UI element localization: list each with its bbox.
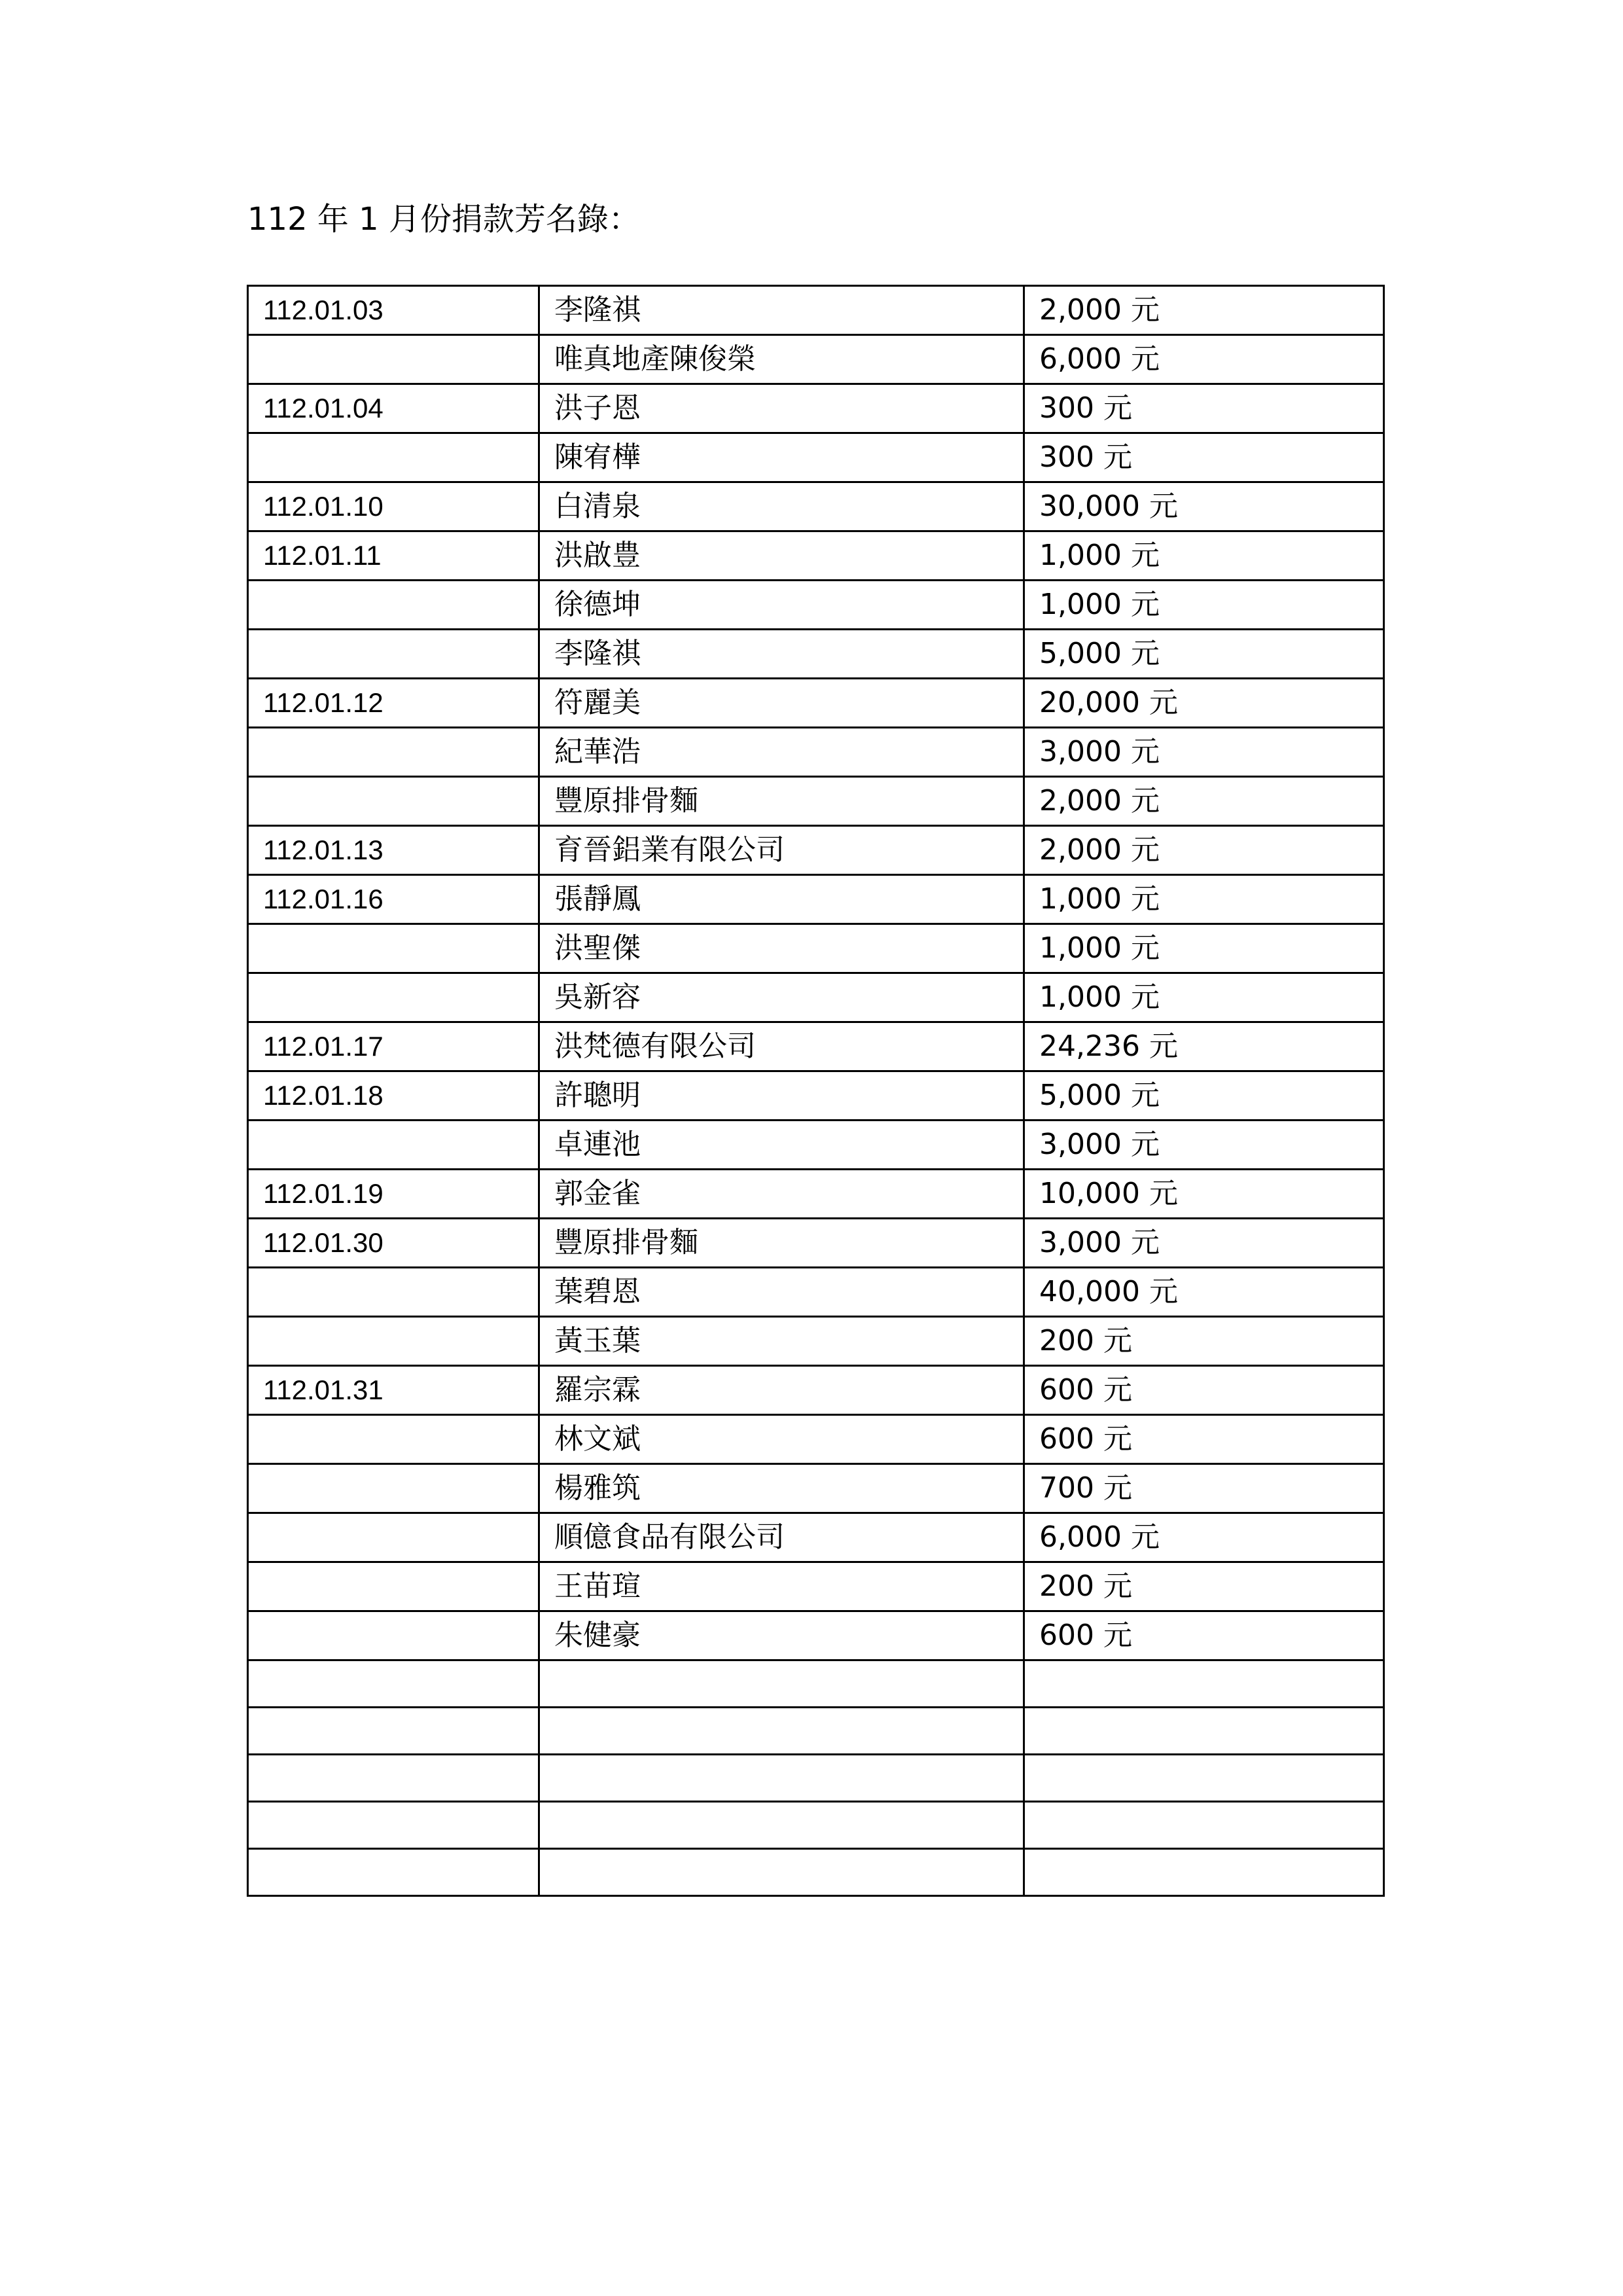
donation-date-cell: 112.01.30 [248, 1219, 539, 1268]
donation-amount-cell: 1,000 元 [1024, 875, 1384, 924]
table-row [248, 1562, 1384, 1611]
donation-date-cell: 112.01.11 [248, 531, 539, 581]
page-title: 112 年 1 月份捐款芳名錄： [247, 201, 640, 238]
table-row [248, 728, 1384, 777]
table-row [248, 630, 1384, 679]
table-row [248, 286, 1384, 335]
donation-date-cell [248, 1121, 539, 1170]
donation-amount-cell: 300 元 [1024, 384, 1384, 433]
donor-name-cell: 張靜鳳 [539, 875, 1024, 924]
donation-amount-cell [1024, 1755, 1384, 1802]
donor-name-cell: 徐德坤 [539, 581, 1024, 630]
donation-date-cell [248, 728, 539, 777]
donation-amount-cell: 5,000 元 [1024, 1071, 1384, 1121]
donor-name-cell [539, 1802, 1024, 1849]
donor-name-cell: 洪子恩 [539, 384, 1024, 433]
table-row [248, 433, 1384, 482]
donation-amount-cell [1024, 1708, 1384, 1755]
donor-name-cell: 豐原排骨麵 [539, 1219, 1024, 1268]
donor-name-cell: 郭金雀 [539, 1170, 1024, 1219]
donor-name-cell: 符麗美 [539, 679, 1024, 728]
donor-name-cell: 唯真地產陳俊榮 [539, 335, 1024, 384]
table-row [248, 1022, 1384, 1071]
table-row [248, 1317, 1384, 1366]
donor-name-cell: 朱健豪 [539, 1611, 1024, 1660]
donor-name-cell: 楊雅筑 [539, 1464, 1024, 1513]
donor-name-cell: 許聰明 [539, 1071, 1024, 1121]
table-row [248, 973, 1384, 1022]
table-row [248, 826, 1384, 875]
donation-amount-cell: 2,000 元 [1024, 777, 1384, 826]
donation-date-cell [248, 1562, 539, 1611]
donation-date-cell [248, 1849, 539, 1896]
table-row [248, 581, 1384, 630]
table-row [248, 875, 1384, 924]
donation-date-cell: 112.01.31 [248, 1366, 539, 1415]
donation-date-cell [248, 1513, 539, 1562]
table-row [248, 384, 1384, 433]
donor-name-cell [539, 1849, 1024, 1896]
donation-amount-cell [1024, 1849, 1384, 1896]
donation-date-cell [248, 973, 539, 1022]
table-row [248, 1268, 1384, 1317]
donation-date-cell [248, 1755, 539, 1802]
donation-amount-cell [1024, 1802, 1384, 1849]
donation-amount-cell: 5,000 元 [1024, 630, 1384, 679]
donation-amount-cell: 1,000 元 [1024, 581, 1384, 630]
donation-date-cell: 112.01.13 [248, 826, 539, 875]
donation-amount-cell: 200 元 [1024, 1562, 1384, 1611]
donation-date-cell: 112.01.12 [248, 679, 539, 728]
table-row [248, 1755, 1384, 1802]
donor-name-cell: 育晉鋁業有限公司 [539, 826, 1024, 875]
donation-date-cell [248, 630, 539, 679]
donor-name-cell: 洪梵德有限公司 [539, 1022, 1024, 1071]
table-row [248, 1170, 1384, 1219]
donation-amount-cell: 10,000 元 [1024, 1170, 1384, 1219]
donation-amount-cell: 300 元 [1024, 433, 1384, 482]
donation-amount-cell: 1,000 元 [1024, 531, 1384, 581]
donor-name-cell: 陳宥樺 [539, 433, 1024, 482]
donation-amount-cell: 200 元 [1024, 1317, 1384, 1366]
donor-table [247, 285, 1385, 1897]
table-row [248, 1464, 1384, 1513]
donation-amount-cell: 1,000 元 [1024, 924, 1384, 973]
donation-amount-cell: 30,000 元 [1024, 482, 1384, 531]
table-row [248, 1366, 1384, 1415]
donation-date-cell [248, 1660, 539, 1708]
donor-name-cell: 豐原排骨麵 [539, 777, 1024, 826]
donation-amount-cell: 600 元 [1024, 1366, 1384, 1415]
donation-amount-cell: 24,236 元 [1024, 1022, 1384, 1071]
donor-name-cell: 李隆祺 [539, 630, 1024, 679]
donor-name-cell: 洪聖傑 [539, 924, 1024, 973]
table-row [248, 924, 1384, 973]
donation-amount-cell: 600 元 [1024, 1415, 1384, 1464]
donor-name-cell: 吳新容 [539, 973, 1024, 1022]
table-row [248, 1708, 1384, 1755]
table-row [248, 1415, 1384, 1464]
donation-date-cell [248, 777, 539, 826]
donor-name-cell: 王苗瑄 [539, 1562, 1024, 1611]
donation-amount-cell: 3,000 元 [1024, 1121, 1384, 1170]
table-row [248, 335, 1384, 384]
donation-date-cell [248, 335, 539, 384]
donation-amount-cell: 40,000 元 [1024, 1268, 1384, 1317]
donation-date-cell [248, 1317, 539, 1366]
donation-date-cell [248, 924, 539, 973]
donor-name-cell: 林文斌 [539, 1415, 1024, 1464]
donation-amount-cell: 3,000 元 [1024, 728, 1384, 777]
table-row [248, 777, 1384, 826]
table-row [248, 531, 1384, 581]
table-row [248, 679, 1384, 728]
table-row [248, 1802, 1384, 1849]
donation-amount-cell: 20,000 元 [1024, 679, 1384, 728]
donation-date-cell [248, 433, 539, 482]
donor-name-cell: 洪啟豊 [539, 531, 1024, 581]
donation-date-cell: 112.01.03 [248, 286, 539, 335]
donation-amount-cell: 3,000 元 [1024, 1219, 1384, 1268]
table-row [248, 1611, 1384, 1660]
table-row [248, 1849, 1384, 1896]
donor-name-cell [539, 1708, 1024, 1755]
donation-amount-cell [1024, 1660, 1384, 1708]
donation-amount-cell: 2,000 元 [1024, 286, 1384, 335]
donor-name-cell: 羅宗霖 [539, 1366, 1024, 1415]
donation-date-cell: 112.01.19 [248, 1170, 539, 1219]
table-row [248, 1071, 1384, 1121]
donation-amount-cell: 2,000 元 [1024, 826, 1384, 875]
donation-date-cell [248, 581, 539, 630]
donation-amount-cell: 1,000 元 [1024, 973, 1384, 1022]
donor-name-cell: 李隆祺 [539, 286, 1024, 335]
table-row [248, 1660, 1384, 1708]
donor-name-cell: 葉碧恩 [539, 1268, 1024, 1317]
donation-date-cell: 112.01.17 [248, 1022, 539, 1071]
donation-date-cell [248, 1464, 539, 1513]
donor-name-cell: 白清泉 [539, 482, 1024, 531]
donor-name-cell [539, 1660, 1024, 1708]
donation-date-cell [248, 1802, 539, 1849]
donor-name-cell: 黃玉葉 [539, 1317, 1024, 1366]
donation-amount-cell: 6,000 元 [1024, 335, 1384, 384]
donation-amount-cell: 600 元 [1024, 1611, 1384, 1660]
donation-date-cell [248, 1708, 539, 1755]
donation-date-cell [248, 1611, 539, 1660]
donation-amount-cell: 6,000 元 [1024, 1513, 1384, 1562]
donor-name-cell: 卓連池 [539, 1121, 1024, 1170]
table-row [248, 482, 1384, 531]
donation-amount-cell: 700 元 [1024, 1464, 1384, 1513]
donor-table-body [248, 286, 1384, 1896]
donor-name-cell: 順億食品有限公司 [539, 1513, 1024, 1562]
donor-name-cell [539, 1755, 1024, 1802]
donation-date-cell: 112.01.10 [248, 482, 539, 531]
donor-name-cell: 紀華浩 [539, 728, 1024, 777]
table-row [248, 1121, 1384, 1170]
table-row [248, 1219, 1384, 1268]
donation-date-cell [248, 1268, 539, 1317]
donation-date-cell [248, 1415, 539, 1464]
donation-date-cell: 112.01.04 [248, 384, 539, 433]
table-row [248, 1513, 1384, 1562]
donation-date-cell: 112.01.18 [248, 1071, 539, 1121]
donation-date-cell: 112.01.16 [248, 875, 539, 924]
